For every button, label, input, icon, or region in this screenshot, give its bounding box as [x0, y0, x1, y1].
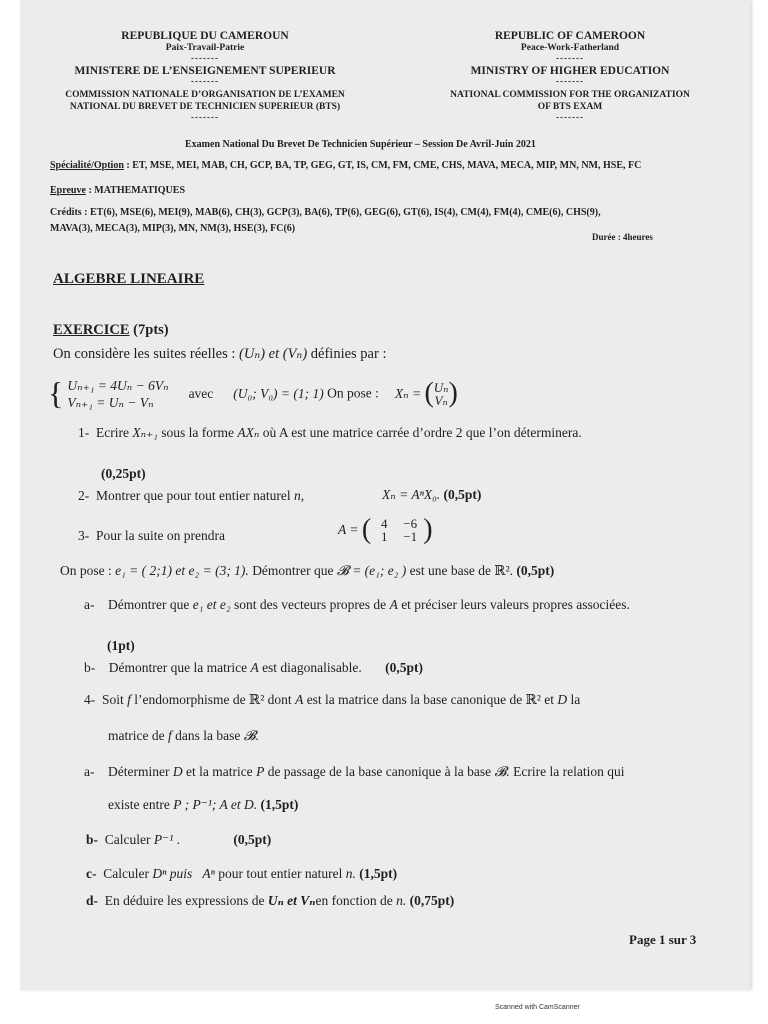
exam-duration: Durée : 4heures [592, 232, 653, 242]
separator: ------- [191, 53, 219, 63]
credits-line2: MAVA(3), MECA(3), MIP(3), MN, NM(3), HSE(3), FC(6) [50, 223, 296, 234]
motto-en: Peace-Work-Fatherland [520, 43, 620, 53]
pose-math: e₁ = ( 2;1) et e₂ = (3; 1). [115, 563, 249, 578]
q3-text: Pour la suite on prendra [96, 528, 225, 543]
q2-math: Xₙ = AⁿX₀. [382, 487, 441, 502]
q3b-math: A [250, 660, 259, 675]
q4-r2b: ℝ² [525, 692, 541, 707]
q4a-p: P [256, 764, 265, 779]
q4d-text2: en fonction de [315, 893, 397, 908]
matrix-cell: 4 [380, 516, 388, 531]
q4b-points: (0,5pt) [233, 832, 272, 847]
commission-en-line2: OF BTS EXAM [537, 102, 603, 112]
commission-en-line1: NATIONAL COMMISSION FOR THE ORGANIZATION [450, 90, 690, 100]
q4-text6: la [567, 692, 581, 707]
q1-text-a: Ecrire [96, 425, 133, 440]
specialite-label: Spécialité/Option [50, 160, 124, 171]
q4-line2-b: dans la base [171, 728, 244, 743]
q4d-text: En déduire les expressions de [104, 893, 268, 908]
separator: ------- [191, 112, 219, 122]
q4-text3: dont [264, 692, 296, 707]
ministry-fr: MINISTERE DE L’ENSEIGNEMENT SUPERIEUR [74, 65, 336, 77]
system-brace: { [48, 375, 64, 411]
country-fr: REPUBLIQUE DU CAMEROUN [121, 30, 289, 42]
q4c-text: Calculer [103, 866, 153, 881]
q4c-points: (1,5pt) [355, 866, 398, 881]
q4b-text: Calculer [104, 832, 154, 847]
header-right [415, 30, 725, 121]
q4-r2: ℝ² [249, 692, 265, 707]
pose-basis [60, 563, 554, 579]
q4a-label: a- [84, 764, 95, 779]
exam-epreuve [50, 185, 185, 196]
q4b-label: b- [86, 832, 99, 847]
pose-text-c: est une base de [406, 563, 495, 578]
q4a-text3: de passage de la base canonique à la base [264, 764, 495, 779]
q4-f: f [127, 692, 131, 707]
page-number: Page 1 sur 3 [629, 932, 697, 947]
q4c-math: Dⁿ puis [152, 866, 193, 881]
specialite-value: : ET, MSE, MEI, MAB, CH, GCP, BA, TP, GEG, GT, IS, CM, FM, CME, CHS, MAVA, MECA, MIP, MN, NM, HSE, FC [123, 160, 642, 171]
question-2 [78, 488, 304, 504]
q4d-math: Uₙ et Vₙ [267, 893, 316, 908]
equation-2: Vₙ₊₁ = Uₙ − Vₙ [67, 394, 154, 410]
pose-points: (0,5pt) [513, 563, 555, 578]
matrix-cell: −6 [403, 516, 418, 531]
credits-label: Crédits [50, 207, 82, 218]
on-pose-text: On pose : [323, 385, 379, 401]
q4-text4: est la matrice dans la base canonique de [303, 692, 526, 707]
question-3a [84, 597, 630, 613]
q3a-math2: A [389, 597, 398, 612]
avec-text: avec [188, 385, 214, 401]
q3a-text1: Démontrer que [108, 597, 193, 612]
intro-sequences: (Uₙ) et (Vₙ) [239, 346, 308, 362]
matrix-a [371, 517, 423, 543]
paren-left: ( [361, 514, 372, 545]
exam-sheet [20, 0, 750, 990]
question-4b [86, 832, 271, 848]
exam-session: Examen National Du Brevet De Technicien Supérieur – Session De Avril-Juin 2021 [185, 139, 536, 150]
q4c-n: n. [345, 866, 356, 881]
pose-text-a: On pose : [60, 563, 116, 578]
question-3b [84, 660, 423, 676]
exam-specialite [50, 160, 641, 171]
header-left [30, 30, 380, 121]
separator: ------- [191, 76, 219, 86]
q3-number: 3- [78, 528, 90, 543]
q3b-text1: Démontrer que la matrice [108, 660, 251, 675]
q1-math2: AXₙ [237, 425, 260, 440]
question-4d [86, 893, 454, 909]
separator: ------- [556, 76, 584, 86]
system-equations [67, 377, 168, 411]
recurrence-system [48, 375, 458, 412]
exercise-intro [53, 346, 386, 363]
question-4-line2 [108, 728, 259, 744]
q4a-line2-text: existe entre [108, 797, 174, 812]
commission-fr-line2: NATIONAL DU BREVET DE TECHNICIEN SUPERIEUR (BTS) [69, 102, 341, 112]
q3a-text2: sont des vecteurs propres de [230, 597, 390, 612]
exercise-label: EXERCICE [53, 322, 130, 338]
q2-n: n, [293, 488, 305, 503]
q3a-math: e₁ et e₂ [192, 597, 231, 612]
country-en: REPUBLIC OF CAMEROON [494, 30, 646, 42]
separator: ------- [556, 112, 584, 122]
xn-lhs: Xₙ = [394, 385, 425, 401]
paren-right: ) [448, 377, 458, 409]
q4-line2-basis: 𝓑. [243, 728, 260, 743]
equation-1: Uₙ₊₁ = 4Uₙ − 6Vₙ [67, 377, 169, 393]
pose-r2: ℝ². [494, 563, 514, 578]
q4a-math: P ; P⁻¹; A et D. [173, 797, 258, 812]
epreuve-label: Epreuve [50, 185, 86, 196]
q2-text: Montrer que pour tout entier naturel [96, 488, 294, 503]
q4a-d: D [172, 764, 183, 779]
intro-text: On considère les suites réelles : [53, 346, 240, 362]
exercise-points: (7pts) [129, 322, 169, 338]
section-title: ALGEBRE LINEAIRE [53, 271, 205, 287]
q2-math-block [382, 487, 481, 503]
q4a-basis: 𝓑. [494, 764, 510, 779]
q4-number: 4- [84, 692, 96, 707]
paren-left: ( [424, 377, 434, 409]
q4c-label: c- [86, 866, 97, 881]
matrix-a-lhs: A = [338, 522, 362, 537]
q4a-text2: et la matrice [182, 764, 257, 779]
intro-text-end: définies par : [307, 346, 387, 362]
q4a-text1: Déterminer [108, 764, 173, 779]
matrix-cell: −1 [403, 529, 418, 544]
question-4c [86, 866, 397, 882]
ministry-en: MINISTRY OF HIGHER EDUCATION [470, 65, 670, 77]
question-3 [78, 528, 225, 544]
exam-credits [50, 205, 601, 237]
xn-bottom: Vₙ [434, 392, 448, 408]
question-4a-line2 [108, 797, 298, 813]
q4-text1: Soit [102, 692, 128, 707]
paren-right: ) [423, 514, 433, 545]
q3a-label: a- [84, 597, 95, 612]
matrix-row [371, 530, 423, 543]
epreuve-value: : MATHEMATIQUES [85, 185, 186, 196]
xn-top: Uₙ [433, 379, 449, 395]
q4b-dot: . [173, 832, 181, 847]
q4b-math: P⁻¹ [153, 832, 174, 847]
q3b-text2: est diagonalisable. [258, 660, 362, 675]
pose-text-b: Démontrer que [248, 563, 337, 578]
q1-text-c: où A est une matrice carrée d’ordre 2 que l’on déterminera. [262, 425, 582, 440]
q4-line2-a: matrice de [108, 728, 168, 743]
q4d-points: (0,75pt) [406, 893, 455, 908]
q2-points: (0,5pt) [440, 487, 482, 502]
q4d-label: d- [86, 893, 99, 908]
q4c-math2: Aⁿ [202, 866, 215, 881]
q3b-points: (0,5pt) [385, 660, 424, 675]
q3a-text3: et préciser leurs valeurs propres associées. [397, 597, 630, 612]
initial-values: (U₀; V₀) = (1; 1) [233, 385, 324, 401]
pose-math2: 𝓑 = (e₁; e₂ ) [336, 563, 407, 578]
q4a-text4: Ecrire la relation qui [509, 764, 625, 779]
question-1 [78, 425, 582, 441]
q4d-n: n. [396, 893, 407, 908]
separator: ------- [556, 53, 584, 63]
q1-text-b: sous la forme [161, 425, 238, 440]
q3a-points: (1pt) [107, 638, 135, 653]
q1-points: (0,25pt) [101, 466, 146, 481]
q1-math: Xₙ₊₁ [132, 425, 158, 440]
q3b-label: b- [84, 660, 96, 675]
commission-fr-line1: COMMISSION NATIONALE D’ORGANISATION DE L’EXAMEN [65, 90, 345, 100]
q4-a: A [295, 692, 304, 707]
question-4 [84, 692, 580, 708]
motto-fr: Paix-Travail-Patrie [165, 43, 245, 53]
q4-text2: l’endomorphisme de [130, 692, 250, 707]
matrix-a-block [338, 514, 433, 546]
q1-number: 1- [78, 425, 90, 440]
q2-number: 2- [78, 488, 90, 503]
q4c-text2: pour tout entier naturel [214, 866, 346, 881]
matrix-cell: 1 [380, 529, 388, 544]
exercise-title [53, 322, 169, 339]
q4-d: D [557, 692, 568, 707]
credits-line1: : ET(6), MSE(6), MEI(9), MAB(6), CH(3), GCP(3), BA(6), TP(6), GEG(6), GT(6), IS(4), CM(4), FM(4), CME(6), CHS(9), [81, 207, 601, 218]
q4-text5: et [540, 692, 558, 707]
scanner-watermark: Scanned with CamScanner [495, 1004, 580, 1011]
q4a-points: (1,5pt) [257, 797, 299, 812]
question-4a [84, 764, 624, 780]
xn-vector [434, 381, 449, 407]
q4-line2-f: f [167, 728, 172, 743]
